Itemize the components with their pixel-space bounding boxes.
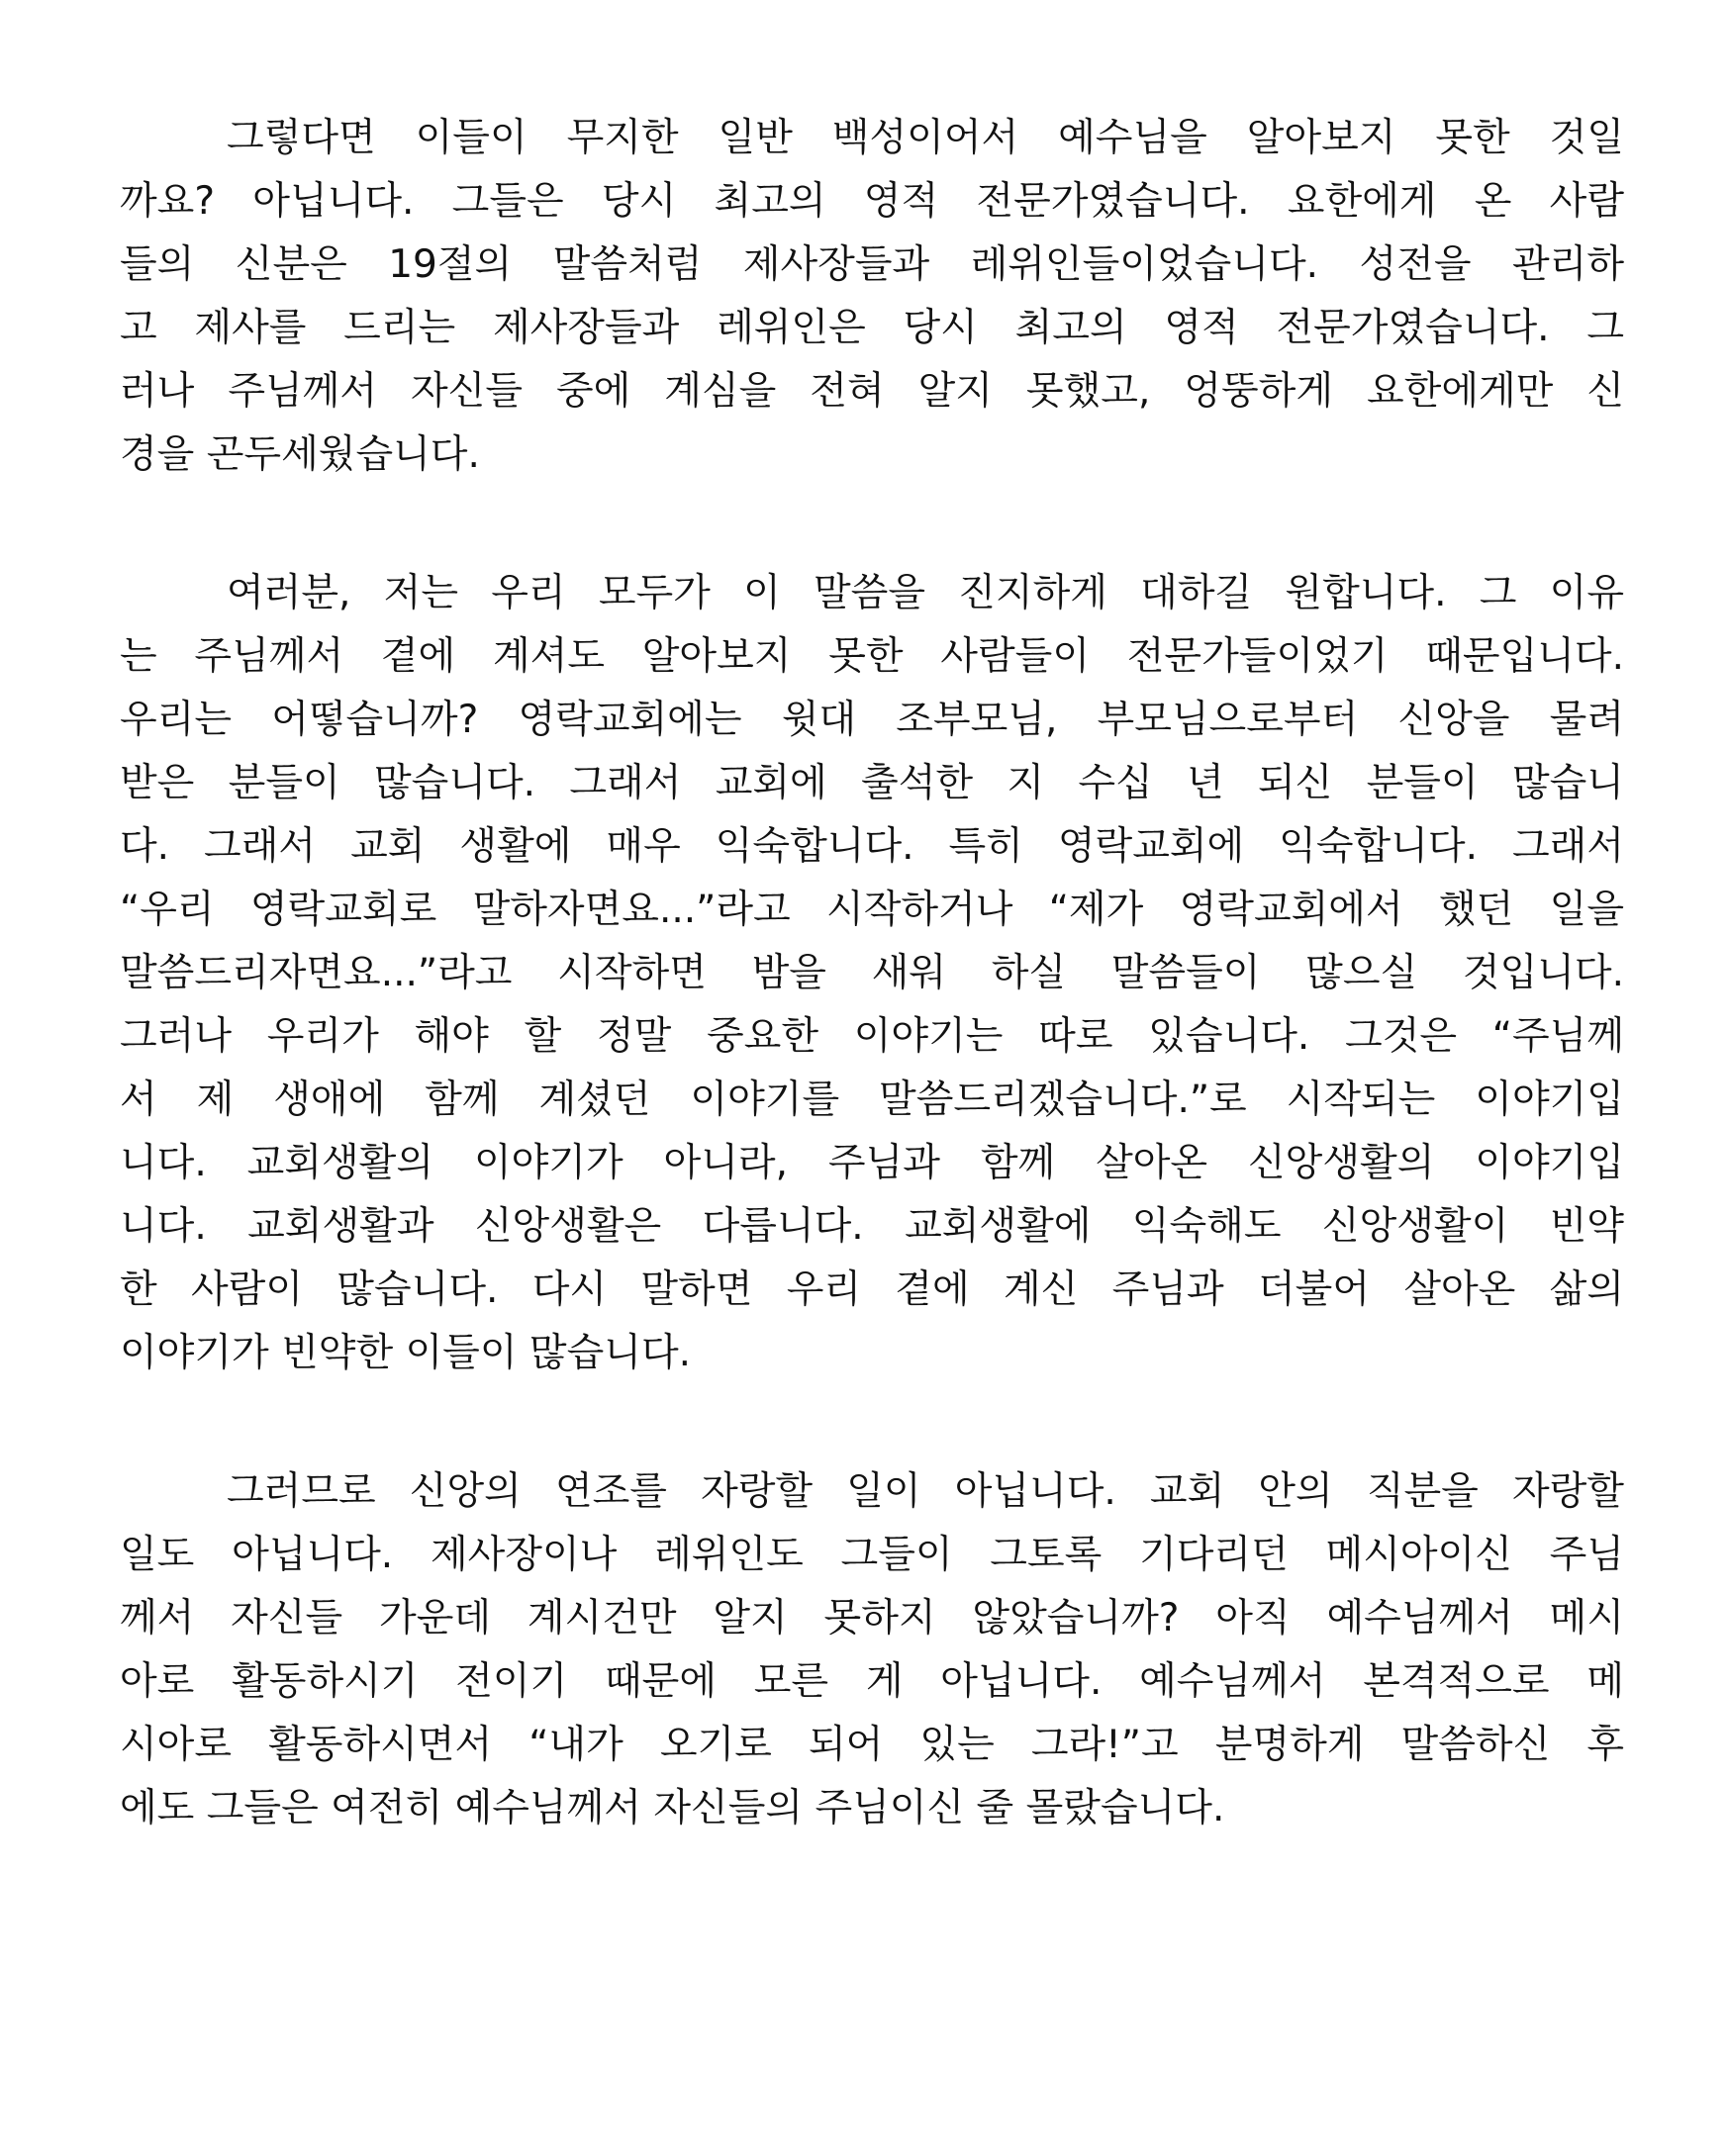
text-line: 여러분, 저는 우리 모두가 이 말씀을 진지하게 대하길 원합니다. 그 이유 [227, 571, 1624, 615]
text-line: 는 주님께서 곁에 계셔도 알아보지 못한 사람들이 전문가들이었기 때문입니다. [120, 634, 1624, 679]
text-line: 말씀드리자면요...”라고 시작하면 밤을 새워 하실 말씀들이 많으실 것입니다. [120, 951, 1624, 995]
text-line: 다. 그래서 교회 생활에 매우 익숙합니다. 특히 영락교회에 익숙합니다. 그래서 [120, 824, 1624, 869]
text-line: 니다. 교회생활의 이야기가 아니라, 주님과 함께 살아온 신앙생활의 이야기입 [120, 1141, 1624, 1185]
text-line: 니다. 교회생활과 신앙생활은 다릅니다. 교회생활에 익숙해도 신앙생활이 빈약 [120, 1204, 1624, 1249]
text-line: 그러므로 신앙의 연조를 자랑할 일이 아닙니다. 교회 안의 직분을 자랑할 [227, 1469, 1624, 1514]
text-line: 우리는 어떻습니까? 영락교회에는 윗대 조부모님, 부모님으로부터 신앙을 물려 [120, 698, 1624, 742]
text-line: 이야기가 빈약한 이들이 많습니다. [120, 1331, 692, 1375]
text-line: 받은 분들이 많습니다. 그래서 교회에 출석한 지 수십 년 되신 분들이 많습니 [120, 761, 1624, 805]
text-line: 러나 주님께서 자신들 중에 계심을 전혀 알지 못했고, 엉뚱하게 요한에게만 신 [120, 369, 1624, 414]
paragraph-1 [120, 107, 1624, 487]
document-page [120, 107, 1624, 1840]
text-line: 까요? 아닙니다. 그들은 당시 최고의 영적 전문가였습니다. 요한에게 온 사람 [120, 179, 1624, 224]
paragraph-2 [120, 562, 1624, 1385]
text-line: 한 사람이 많습니다. 다시 말하면 우리 곁에 계신 주님과 더불어 살아온 삶의 [120, 1267, 1625, 1312]
text-line: “우리 영락교회로 말하자면요...”라고 시작하거나 “제가 영락교회에서 했던 일을 [120, 888, 1624, 932]
paragraph-3 [120, 1460, 1624, 1840]
text-line: 경을 곤두세웠습니다. [120, 432, 480, 477]
text-line: 들의 신분은 19절의 말씀처럼 제사장들과 레위인들이었습니다. 성전을 관리하 [120, 242, 1624, 287]
text-line: 에도 그들은 여전히 예수님께서 자신들의 주님이신 줄 몰랐습니다. [120, 1786, 1225, 1830]
text-line: 그렇다면 이들이 무지한 일반 백성이어서 예수님을 알아보지 못한 것일 [227, 116, 1624, 160]
text-line: 일도 아닙니다. 제사장이나 레위인도 그들이 그토록 기다리던 메시아이신 주님 [120, 1533, 1624, 1577]
text-line: 께서 자신들 가운데 계시건만 알지 못하지 않았습니까? 아직 예수님께서 메시 [120, 1596, 1624, 1640]
text-line: 아로 활동하시기 전이기 때문에 모른 게 아닙니다. 예수님께서 본격적으로 메 [120, 1659, 1624, 1704]
text-line: 서 제 생애에 함께 계셨던 이야기를 말씀드리겠습니다.”로 시작되는 이야기입 [120, 1078, 1624, 1122]
text-line: 시아로 활동하시면서 “내가 오기로 되어 있는 그라!”고 분명하게 말씀하신 후 [120, 1723, 1624, 1767]
text-line: 고 제사를 드리는 제사장들과 레위인은 당시 최고의 영적 전문가였습니다. 그 [120, 306, 1624, 350]
text-line: 그러나 우리가 해야 할 정말 중요한 이야기는 따로 있습니다. 그것은 “주님께 [120, 1014, 1624, 1059]
